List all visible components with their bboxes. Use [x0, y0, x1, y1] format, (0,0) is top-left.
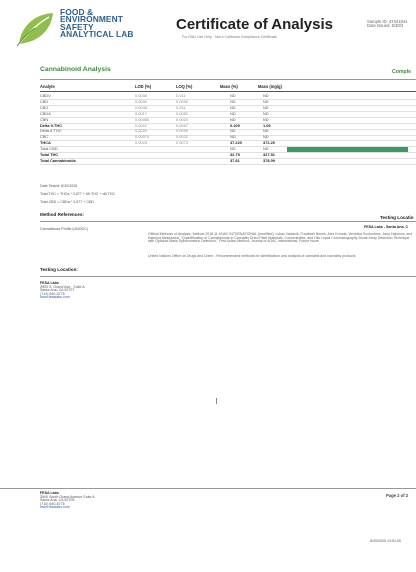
- cell-mg: ND: [263, 93, 269, 98]
- cell-loq: 0.0024: [176, 116, 188, 122]
- cell-analyte: Delta 9-THC: [40, 122, 63, 128]
- print-timestamp: 6/30/2025 13:51:00: [370, 539, 401, 543]
- page-number: Page 2 of 2: [386, 493, 409, 498]
- table-row-divider: [40, 140, 416, 141]
- table-row-divider: [40, 123, 416, 124]
- testing-location-address: [40, 282, 85, 300]
- table-row-divider: [40, 152, 416, 153]
- cell-mg: ND: [263, 110, 269, 116]
- cell-pct: ND: [230, 128, 236, 134]
- table-row-divider: [40, 135, 416, 136]
- cell-mg: ND: [263, 116, 269, 122]
- sample-info: [367, 20, 408, 28]
- cell-analyte: Total Cannabinoids: [40, 157, 76, 163]
- document-title: Certificate of Analysis: [176, 16, 333, 33]
- table-row-divider: [40, 129, 416, 130]
- cell-pct: 0.109: [230, 122, 240, 128]
- section-divider: [40, 79, 416, 80]
- cell-mg: 1.09: [263, 122, 271, 128]
- location-name: FESA Labs: [40, 281, 59, 285]
- cell-lod: 0.0022: [135, 122, 147, 128]
- cell-analyte: CBD: [40, 98, 49, 104]
- footer-address-line: Santa Ana, CA 92705: [40, 498, 75, 503]
- footer-address-line: 3900 South Grand Avenue Suite A: [40, 494, 95, 499]
- sample-id: Sample ID: 47441941: [367, 19, 408, 24]
- cell-pct: 37.220: [230, 140, 242, 146]
- date-tested: Date Tested: 6/30/2025: [40, 184, 78, 188]
- cell-analyte: CBDA: [40, 110, 51, 116]
- cell-lod: 0.0024: [135, 140, 147, 146]
- col-analyte: Analyte: [40, 84, 55, 89]
- cell-lod: 0.0038: [135, 104, 147, 110]
- cell-analyte: Delta 8-THC: [40, 128, 62, 134]
- cell-loq: 0.011: [176, 104, 186, 110]
- testing-location-right: FESA Labs - Santa Ana, C: [364, 225, 409, 229]
- cell-loq: 0.0021: [176, 134, 188, 140]
- testing-location-title: Testing Location:: [40, 267, 78, 272]
- lab-name-logo: [60, 9, 134, 39]
- cell-lod: 0.0030: [135, 98, 147, 104]
- cell-mg: ND: [263, 134, 269, 140]
- cell-analyte: CBDV: [40, 93, 51, 98]
- cell-loq: 0.011: [176, 93, 186, 98]
- cell-mg: ND: [263, 98, 269, 104]
- cell-mg: 327.51: [263, 152, 275, 157]
- reference-line: Katerina Mastovska, "Quantification of Cannabinoids in Cannabis Dried Plant Materials, Concentrates, and Oils Liquid Chromatography-Diode Array Detection Technique: [148, 235, 410, 240]
- logo-line: ANALYTICAL LAB: [60, 29, 134, 40]
- cell-pct: ND: [230, 93, 236, 98]
- address-line: Santa Ana, CA 92707: [40, 288, 75, 293]
- cell-pct: ND: [230, 134, 236, 140]
- address-line: 3900 S. Grand Ave., Suite A: [40, 284, 85, 289]
- table-row-divider: [40, 117, 416, 118]
- cell-loq: 0.0090: [176, 98, 188, 104]
- cannabinoid-section-title: Cannabinoid Analysis: [40, 66, 111, 73]
- reference-line: with Optional Mass Spectrometric Detection," First Action Method, Journal of AOAC International, Future Issue: [148, 239, 319, 243]
- total-thc-formula: Total THC = THCa * 0.877 + d9-THC + d8-THC: [40, 192, 116, 196]
- date-issued: Date Issued: 6/30/2: [367, 23, 404, 29]
- col-loq: LOQ (%): [176, 84, 193, 89]
- cell-mg: ND: [263, 146, 269, 152]
- cell-analyte: CBG: [40, 104, 49, 110]
- cell-mg: 378.09: [263, 157, 275, 163]
- table-row-divider: [40, 158, 416, 159]
- method-divider: [40, 221, 416, 222]
- table-row-divider: [40, 111, 416, 112]
- cell-analyte: Total THC: [40, 152, 59, 157]
- col-mass-pct: Mass (%): [220, 84, 238, 89]
- logo-line: SAFETY: [60, 21, 94, 32]
- cell-lod: 0.0020: [135, 128, 147, 134]
- thca-mass-bar: [287, 147, 408, 152]
- col-lod: LOD (%): [135, 84, 152, 89]
- footer-phone: (714) 540-6775: [40, 501, 65, 506]
- table-header-divider: [40, 91, 416, 92]
- cell-analyte: CBN: [40, 116, 49, 122]
- cell-pct: 37.81: [230, 157, 240, 163]
- method-reference-1: [148, 233, 416, 244]
- cell-loq: 0.0059: [176, 128, 188, 134]
- col-mass-mg: Mass (mg/g): [258, 84, 282, 89]
- cell-analyte: CBC: [40, 134, 49, 140]
- cell-pct: ND: [230, 146, 236, 152]
- footer-website-link[interactable]: www.fesalabs.com: [40, 505, 70, 510]
- cell-mg: ND: [263, 104, 269, 110]
- total-cbd-formula: Total CBD = CBDa * 0.877 + CBD: [40, 200, 94, 204]
- cell-analyte: THCA: [40, 140, 51, 146]
- phone: (714) 540-6775: [40, 291, 65, 296]
- location-divider: [40, 276, 416, 277]
- cell-pct: ND: [230, 98, 236, 104]
- method-references-title: Method References:: [40, 212, 84, 217]
- cannabinoid-profile-label: Cannabinoid Profile (UNODC): [40, 227, 88, 231]
- document-subtitle: For R&D Use Only - Not a California Compliance Certificate: [182, 35, 277, 39]
- cell-pct: ND: [230, 116, 236, 122]
- stray-mark: [216, 398, 217, 404]
- logo-line: FOOD &: [60, 7, 94, 17]
- logo-line: ENVIRONMENT: [60, 14, 123, 25]
- cell-lod: 0.00080: [135, 116, 150, 122]
- cell-analyte: Total CBD: [40, 146, 58, 152]
- reference-line: Official Methods of Analysis, Method 2018.11 AOAC INTERNATIONAL (modified); Lukas Vaclavik, Frantisek Benes, Alex Krmela, Veronika Svobodova, Jana Hajslova, and: [148, 232, 413, 236]
- cell-lod: 0.0017: [135, 110, 147, 116]
- footer-divider: [0, 488, 416, 489]
- cell-loq: 0.0073: [176, 140, 188, 146]
- table-row-divider: [40, 105, 416, 106]
- method-reference-2: United Nations Office on Drugs and Crime - Recommended methods for identification and analysis of cannabis and cannabis products: [148, 254, 356, 258]
- website-link[interactable]: www.fesalabs.com: [40, 295, 70, 300]
- cell-lod: 0.00070: [135, 134, 150, 140]
- cell-mg: ND: [263, 128, 269, 134]
- complete-status: Comple: [392, 69, 412, 75]
- leaf-logo-icon: [15, 10, 57, 48]
- cell-mg: 372.20: [263, 140, 275, 146]
- cell-loq: 0.0052: [176, 110, 188, 116]
- cell-lod: 0.0035: [135, 93, 147, 98]
- cell-pct: ND: [230, 104, 236, 110]
- cell-pct: 32.75: [230, 152, 240, 157]
- testing-location-header: Testing Locatio: [380, 215, 414, 220]
- cell-pct: ND: [230, 110, 236, 116]
- footer-lab-name: FESA Labs: [40, 491, 59, 495]
- table-row-divider: [40, 99, 416, 100]
- cell-loq: 0.0067: [176, 122, 188, 128]
- table-row-divider: [40, 164, 416, 165]
- footer-address: [40, 492, 95, 510]
